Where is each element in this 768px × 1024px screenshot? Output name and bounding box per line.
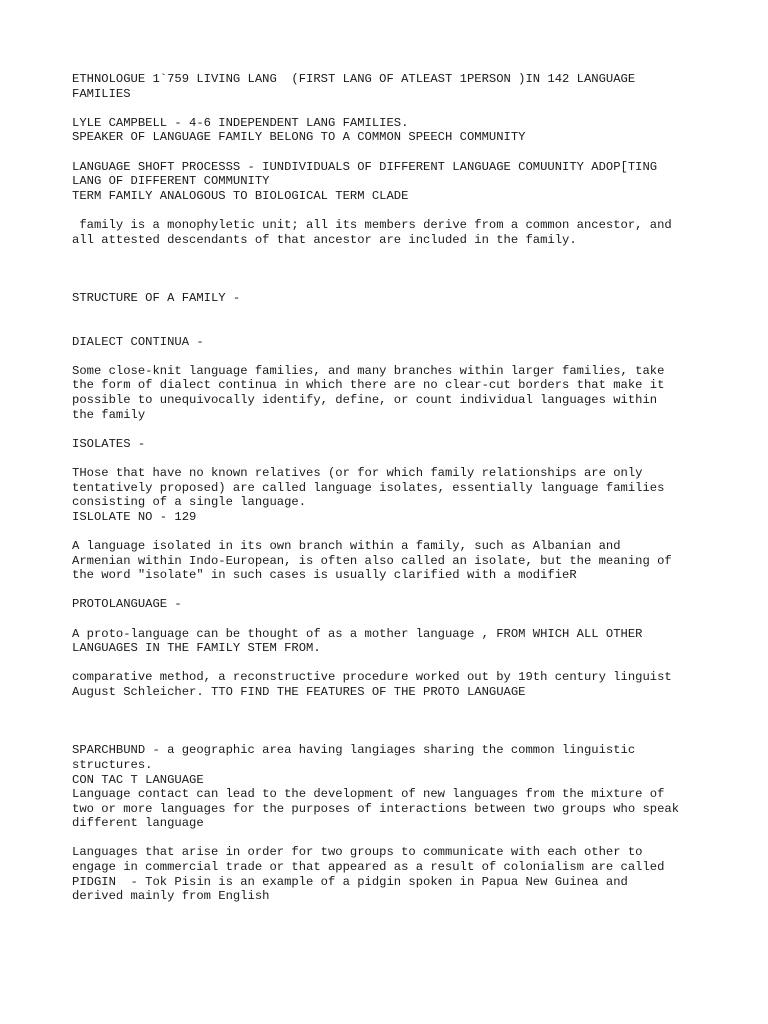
paragraph [72,335,712,350]
paragraph [72,670,712,699]
paragraph [72,597,712,612]
text-line: A language isolated in its own branch within a family, such as Albanian and [72,539,621,553]
text-line: all attested descendants of that ancestor are included in the family. [72,232,577,247]
paragraph [72,845,712,903]
paragraph [72,160,712,204]
text-line: consisting of a single language. [72,495,307,510]
paragraph [72,466,712,524]
text-line: August Schleicher. TTO FIND THE FEATURES OF THE PROTO LANGUAGE [72,684,526,699]
text-line: CON TAC T LANGUAGE [72,772,204,787]
text-line: STRUCTURE OF A FAMILY - [72,290,241,305]
paragraph [72,627,712,656]
text-line: comparative method, a reconstructive procedure worked out by 19th century linguist [72,670,672,685]
text-line: LANGUAGE SHOFT PROCESSS - IUNDIVIDUALS OF DIFFERENT LANGUAGE COMUUNITY ADOP[TING [72,159,658,174]
text-line: PROTOLANGUAGE - [72,597,182,612]
document-body [72,72,712,918]
text-line: TERM FAMILY ANALOGOUS TO BIOLOGICAL TERM CLADE [72,188,409,203]
paragraph [72,72,712,101]
paragraph [72,539,712,583]
text-line: the family [72,407,146,422]
text-line: Language contact can lead to the development of new languages from the mixture of [72,787,665,802]
text-line: two or more languages for the purposes of interactions between two groups who speak [72,801,680,816]
text-line: structures. [72,757,153,772]
text-line: ISOLATES - [72,436,146,451]
text-line: LANGUAGES IN THE FAMILY STEM FROM. [72,641,321,656]
text-line: THose that have no known relatives (or for which family relationships are only [72,466,643,481]
text-line: A proto-language can be thought of as a mother language , FROM WHICH ALL OTHER [72,626,643,641]
text-line: Some close-knit language families, and many branches within larger families, take [72,363,665,378]
text-line: family is a monophyletic unit; all its members derive from a common ancestor, and [72,217,672,232]
paragraph [72,364,712,422]
text-line: possible to unequivocally identify, define, or count individual languages within [72,393,658,408]
text-line: Languages that arise in order for two groups to communicate with each other to [72,845,643,860]
blank-line [72,262,712,277]
text-line: PIDGIN - Tok Pisin is an example of a pidgin spoken in Papua New Guinea and [72,874,628,889]
text-line: ISLOLATE NO - 129 [72,509,197,524]
blank-line [72,320,712,335]
text-line: tentatively proposed) are called language isolates, essentially language families [72,480,665,495]
blank-line [72,714,712,729]
text-line: SPARCHBUND - a geographic area having langiages sharing the common linguistic [72,743,636,758]
paragraph [72,116,712,145]
paragraph [72,291,712,306]
text-line: SPEAKER OF LANGUAGE FAMILY BELONG TO A COMMON SPEECH COMMUNITY [72,130,526,145]
text-line: ETHNOLOGUE 1`759 LIVING LANG (FIRST LANG OF ATLEAST 1PERSON )IN 142 LANGUAGE [72,72,636,86]
paragraph [72,743,712,831]
blank-line [72,729,712,744]
text-line: different language [72,816,204,831]
text-line: derived mainly from English [72,889,270,904]
text-line: engage in commercial trade or that appeared as a result of colonialism are called [72,860,665,875]
text-line: LYLE CAMPBELL - 4-6 INDEPENDENT LANG FAMILIES. [72,115,409,130]
paragraph [72,437,712,452]
text-line: LANG OF DIFFERENT COMMUNITY [72,174,270,189]
text-line: the word "isolate" in such cases is usually clarified with a modifieR [72,568,577,583]
text-line: DIALECT CONTINUA - [72,334,204,349]
paragraph [72,218,712,247]
text-line: Armenian within Indo-European, is often also called an isolate, but the meaning of [72,553,672,568]
text-line: the form of dialect continua in which there are no clear-cut borders that make it [72,378,665,393]
text-line: FAMILIES [72,86,131,101]
blank-line [72,276,712,291]
